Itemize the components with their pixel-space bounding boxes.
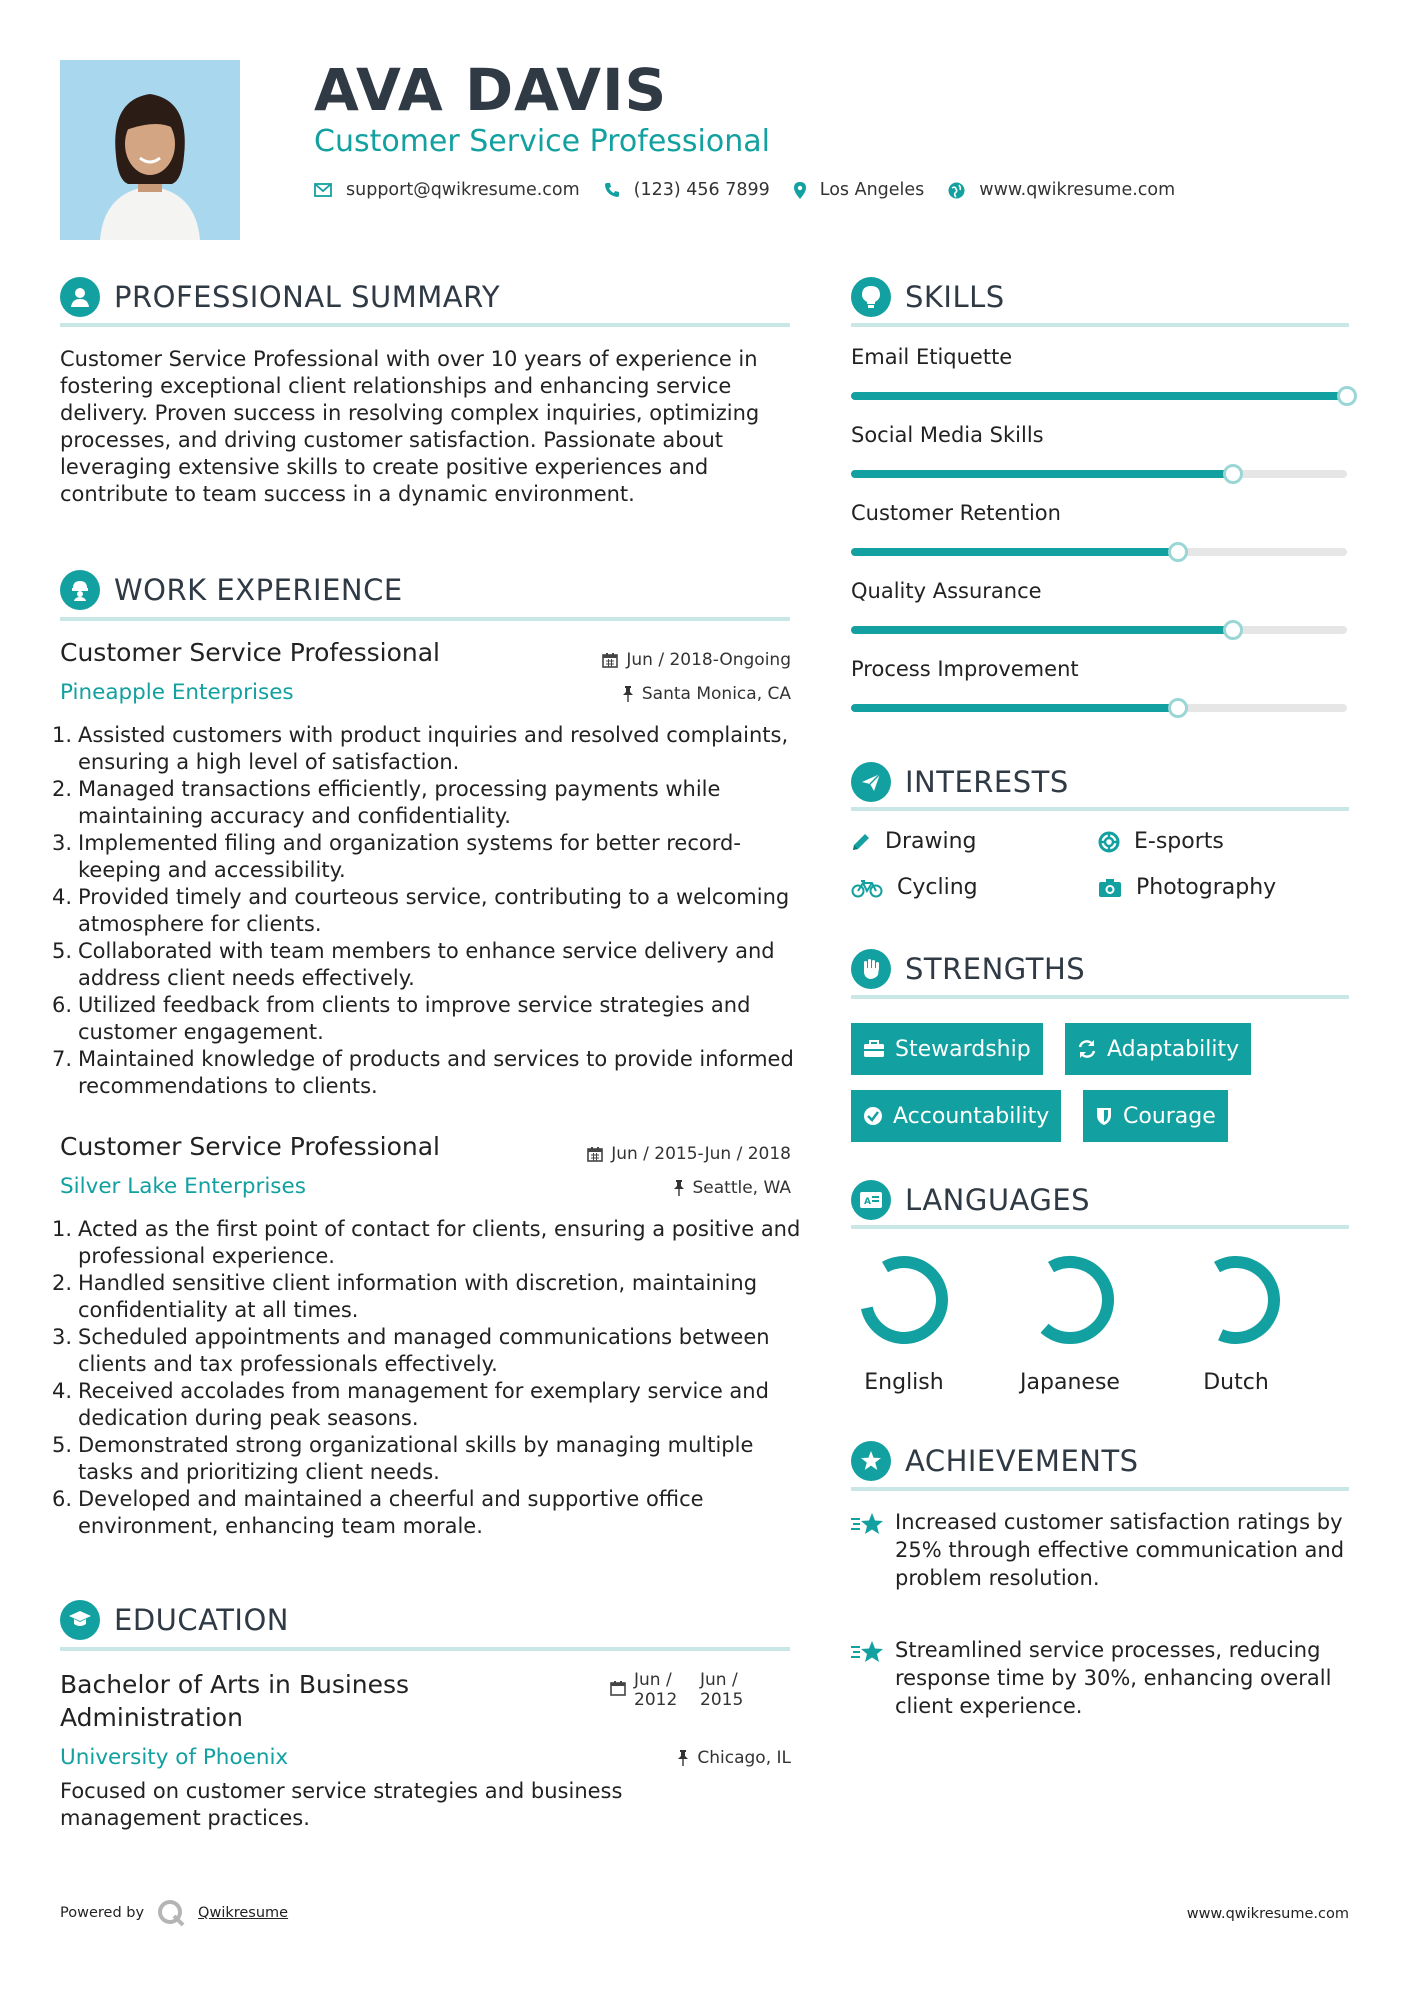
candidate-name: AVA DAVIS	[314, 56, 668, 124]
pencil-icon	[851, 832, 871, 852]
interest-label: E-sports	[1134, 829, 1224, 854]
job-location	[622, 684, 791, 704]
map-marker-icon	[794, 182, 806, 199]
email-text: support@qwikresume.com	[346, 180, 580, 200]
worker-icon	[60, 570, 100, 610]
education-school: University of Phoenix	[60, 1745, 289, 1770]
interest-item	[851, 875, 978, 900]
section-divider	[851, 323, 1349, 327]
skill-bar-fill	[851, 626, 1233, 634]
language-gauge	[854, 1250, 954, 1350]
strength-label: Adaptability	[1107, 1036, 1240, 1062]
globe-icon	[948, 182, 965, 199]
job-title: Customer Service Professional	[60, 1132, 440, 1161]
skill-bar	[851, 626, 1347, 634]
location-text: Los Angeles	[819, 180, 925, 200]
briefcase-icon	[863, 1040, 885, 1058]
list-item: 2. Managed transactions efficiently, processing payments while maintaining accuracy and confidentiality.	[52, 777, 721, 828]
job-title: Customer Service Professional	[60, 638, 440, 667]
section-languages-header	[851, 1180, 1090, 1220]
section-divider	[60, 1647, 790, 1651]
list-item: 1. Acted as the first point of contact for clients, ensuring a positive and professional experience.	[52, 1217, 801, 1268]
skill-bar-knob	[1223, 620, 1243, 640]
contact-phone[interactable]	[604, 180, 770, 200]
section-divider	[60, 323, 790, 327]
section-education-header	[60, 1600, 289, 1640]
job-company: Silver Lake Enterprises	[60, 1174, 306, 1199]
education-location-text: Chicago, IL	[697, 1748, 791, 1768]
refresh-icon	[1077, 1039, 1097, 1059]
achievement-text: Increased customer satisfaction ratings by 25% through effective communication and problem resolution.	[895, 1510, 1345, 1590]
section-divider	[851, 807, 1349, 811]
job-company: Pineapple Enterprises	[60, 680, 294, 705]
footer-website[interactable]: www.qwikresume.com	[1186, 1906, 1349, 1922]
skill-bar	[851, 470, 1347, 478]
skill-bar	[851, 548, 1347, 556]
skill-bar-fill	[851, 704, 1178, 712]
language-item	[1000, 1250, 1140, 1395]
strength-tag	[851, 1023, 1043, 1075]
achievement-item	[851, 1636, 1351, 1720]
shield-icon	[1095, 1106, 1113, 1126]
qwikresume-logo-icon	[156, 1898, 186, 1928]
skill-bar	[851, 704, 1347, 712]
achievement-text: Streamlined service processes, reducing response time by 30%, enhancing overall client experience.	[895, 1638, 1332, 1718]
education-location	[677, 1748, 791, 1768]
calendar-icon	[602, 652, 618, 668]
language-item	[834, 1250, 974, 1395]
footer-powered-by	[60, 1898, 288, 1928]
skill-name: Social Media Skills	[851, 423, 1044, 447]
section-skills-header	[851, 277, 1005, 317]
gamepad-icon	[1098, 831, 1120, 853]
list-item: 5. Collaborated with team members to enhance service delivery and address client needs effectively.	[52, 939, 775, 990]
skill-name: Email Etiquette	[851, 345, 1013, 369]
section-divider	[60, 617, 790, 621]
user-icon	[60, 277, 100, 317]
paper-plane-icon	[851, 762, 891, 802]
language-name: Dutch	[1203, 1370, 1269, 1395]
skill-bar-knob	[1223, 464, 1243, 484]
interest-label: Photography	[1136, 875, 1277, 900]
check-circle-icon	[863, 1106, 883, 1126]
strength-tag	[851, 1090, 1061, 1142]
achievement-item	[851, 1508, 1351, 1592]
pushpin-icon	[622, 686, 634, 702]
education-degree: Bachelor of Arts in Business Administration	[60, 1670, 410, 1732]
strength-label: Stewardship	[895, 1036, 1031, 1062]
contact-website[interactable]	[948, 180, 1175, 200]
language-gauge	[1186, 1250, 1286, 1350]
section-title: STRENGTHS	[905, 952, 1086, 986]
star-icon	[851, 1636, 895, 1720]
section-title: SKILLS	[905, 280, 1005, 314]
interest-item	[1098, 875, 1276, 900]
education-end: Jun / 2015	[700, 1670, 744, 1710]
skill-name: Quality Assurance	[851, 579, 1042, 603]
graduation-cap-icon	[60, 1600, 100, 1640]
skill-bar-fill	[851, 470, 1233, 478]
contact-location	[794, 180, 925, 200]
section-strengths-header	[851, 949, 1085, 989]
section-divider	[851, 1487, 1349, 1491]
education-dates	[610, 1670, 766, 1710]
job-dates-text: Jun / 2018-Ongoing	[626, 650, 791, 670]
interest-label: Cycling	[897, 875, 978, 900]
strength-tag	[1083, 1090, 1228, 1142]
section-title: WORK EXPERIENCE	[114, 573, 403, 607]
envelope-icon	[314, 183, 332, 197]
strength-label: Courage	[1123, 1103, 1216, 1129]
svg-text:A: A	[864, 1197, 871, 1207]
section-divider	[851, 1225, 1349, 1229]
section-experience-header	[60, 570, 403, 610]
fist-icon	[851, 949, 891, 989]
qwikresume-link[interactable]: Qwikresume	[198, 1905, 289, 1921]
interest-label: Drawing	[885, 829, 977, 854]
profile-photo	[60, 60, 240, 240]
pushpin-icon	[673, 1180, 685, 1196]
skill-bar-fill	[851, 392, 1347, 400]
language-name: English	[864, 1370, 944, 1395]
job-location-text: Santa Monica, CA	[641, 684, 791, 704]
section-title: PROFESSIONAL SUMMARY	[114, 280, 501, 314]
list-item: 2. Handled sensitive client information with discretion, maintaining confidentiality at all times.	[52, 1271, 758, 1322]
phone-text: (123) 456 7899	[633, 180, 770, 200]
list-item: 4. Provided timely and courteous service, contributing to a welcoming atmosphere for clients.	[52, 885, 790, 936]
list-item: 3. Implemented filing and organization systems for better record-keeping and accessibility.	[52, 831, 741, 882]
bicycle-icon	[851, 878, 883, 898]
lightbulb-icon	[851, 277, 891, 317]
language-name: Japanese	[1020, 1370, 1120, 1395]
skill-name: Process Improvement	[851, 657, 1079, 681]
summary-text: Customer Service Professional with over 10 years of experience in fostering exceptional client relationships and enhancing service delivery. Proven success in resolving complex inquiries, optimizing processes, and driving customer satisfaction. Passionate about leveraging extensive skills to create positive experiences and contribute to team success in a dynamic environment.	[60, 347, 760, 506]
education-description: Focused on customer service strategies and business management practices.	[60, 1779, 623, 1830]
calendar-icon	[587, 1146, 603, 1162]
language-icon	[851, 1180, 891, 1220]
skill-bar-knob	[1337, 386, 1357, 406]
website-text: www.qwikresume.com	[979, 180, 1176, 200]
candidate-role: Customer Service Professional	[314, 124, 770, 159]
education-start: Jun / 2012	[634, 1670, 678, 1710]
section-title: LANGUAGES	[905, 1183, 1091, 1217]
strength-tag	[1065, 1023, 1251, 1075]
job-location	[673, 1178, 792, 1198]
powered-by-label: Powered by	[60, 1905, 145, 1921]
job-dates	[587, 1144, 791, 1164]
list-item: 6. Developed and maintained a cheerful and supportive office environment, enhancing team morale.	[52, 1487, 704, 1538]
skill-name: Customer Retention	[851, 501, 1061, 525]
job-bullets	[52, 722, 804, 1100]
list-item: 3. Scheduled appointments and managed communications between clients and tax professionals effectively.	[52, 1325, 770, 1376]
section-interests-header	[851, 762, 1069, 802]
section-achievements-header	[851, 1441, 1139, 1481]
star-badge-icon	[851, 1441, 891, 1481]
contact-email[interactable]	[314, 180, 580, 200]
skill-bar-fill	[851, 548, 1178, 556]
star-icon	[851, 1508, 895, 1592]
section-title: INTERESTS	[905, 765, 1069, 799]
strength-label: Accountability	[893, 1103, 1050, 1129]
list-item: 5. Demonstrated strong organizational skills by managing multiple tasks and prioritizing client needs.	[52, 1433, 754, 1484]
interest-item	[851, 829, 976, 854]
section-summary-header	[60, 277, 500, 317]
calendar-icon	[610, 1670, 626, 1710]
skill-bar-knob	[1168, 542, 1188, 562]
skill-bar-knob	[1168, 698, 1188, 718]
list-item: 1. Assisted customers with product inquiries and resolved complaints, ensuring a high level of satisfaction.	[52, 723, 789, 774]
job-dates-text: Jun / 2015-Jun / 2018	[611, 1144, 791, 1164]
list-item: 4. Received accolades from management for exemplary service and dedication during peak seasons.	[52, 1379, 769, 1430]
contact-bar	[314, 180, 1199, 200]
list-item: 6. Utilized feedback from clients to improve service strategies and customer engagement.	[52, 993, 751, 1044]
section-title: EDUCATION	[114, 1603, 290, 1637]
language-item	[1166, 1250, 1306, 1395]
language-gauge	[1020, 1250, 1120, 1350]
camera-icon	[1098, 878, 1122, 898]
pushpin-icon	[677, 1750, 689, 1766]
job-location-text: Seattle, WA	[692, 1178, 791, 1198]
section-title: ACHIEVEMENTS	[905, 1444, 1139, 1478]
job-bullets	[52, 1216, 804, 1540]
interest-item	[1098, 829, 1224, 854]
skill-bar	[851, 392, 1347, 400]
list-item: 7. Maintained knowledge of products and services to provide informed recommendations to clients.	[52, 1047, 794, 1098]
section-divider	[851, 995, 1349, 999]
job-dates	[602, 650, 791, 670]
phone-icon	[604, 182, 620, 198]
